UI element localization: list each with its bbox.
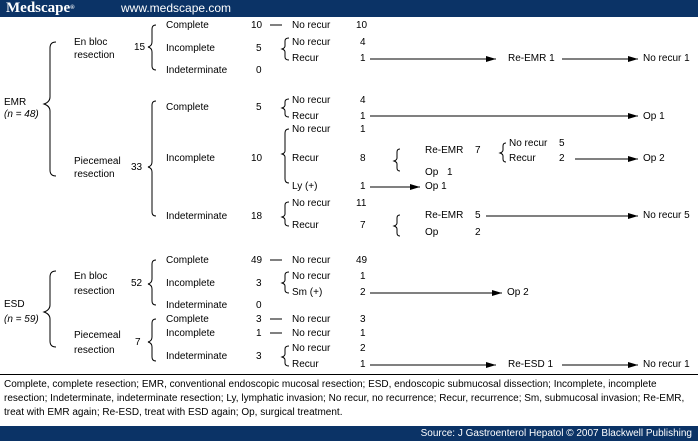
emr-enbloc-complete-count: 10 [251, 20, 263, 31]
esd-enbloc-count: 52 [131, 278, 143, 289]
caption-divider [0, 374, 698, 375]
esd-enbloc-sm-label: Sm (+) [292, 287, 323, 298]
emr-piece-indet-recur-label: Recur [292, 220, 319, 231]
op-1b-label: Op [425, 167, 439, 178]
esd-piecemeal-count: 7 [135, 337, 141, 348]
esd-enbloc-complete-norecur-label: No recur [292, 255, 331, 266]
emr-piecemeal-resection-label: resection [74, 169, 115, 180]
esd-enbloc-complete-count: 49 [251, 255, 263, 266]
emr-piece-indet-norecur-label: No recur [292, 198, 331, 209]
emr-enbloc-indeterminate-count: 0 [256, 65, 262, 76]
esd-enbloc-incomplete-label: Incomplete [166, 278, 215, 289]
source-citation: Source: J Gastroenterol Hepatol © 2007 Blackwell Publishing [420, 428, 692, 439]
emr-piece-incomplete-count: 10 [251, 153, 263, 164]
esd-n-label: (n = 59) [4, 314, 39, 325]
emr-n-label: (n = 48) [4, 109, 39, 120]
esd-piece-indet-norecur-label: No recur [292, 343, 331, 354]
op-1c-label: Op 1 [425, 181, 447, 192]
emr-enbloc-incomplete-count: 5 [256, 43, 262, 54]
re-emr-7-count: 7 [475, 145, 481, 156]
emr-piece-indeterminate-label: Indeterminate [166, 211, 228, 222]
emr-piece-indet-recur-count: 7 [360, 220, 366, 231]
op-2-label: Op 2 [643, 153, 665, 164]
emr-label: EMR [4, 97, 27, 108]
esd-enbloc-complete-label: Complete [166, 255, 209, 266]
site-url-link[interactable]: www.medscape.com [121, 1, 232, 15]
esd-piece-complete-norecur-count: 3 [360, 314, 366, 325]
esd-piece-indeterminate-label: Indeterminate [166, 351, 228, 362]
emr-enbloc-incomplete-recur-count: 1 [360, 53, 366, 64]
emr-enbloc-indeterminate-label: Indeterminate [166, 65, 228, 76]
re-emr-5-label: Re-EMR [425, 210, 464, 221]
re-emr-7-label: Re-EMR [425, 145, 464, 156]
reemr7-norecur-count: 5 [559, 138, 565, 149]
ly-count: 1 [360, 181, 366, 192]
emr-piece-indet-norecur-count: 11 [356, 198, 367, 209]
esd-piece-incomplete-count: 1 [256, 328, 262, 339]
esd-piece-complete-norecur-label: No recur [292, 314, 331, 325]
op-2b-count: 2 [475, 227, 481, 238]
emr-piecemeal-count: 33 [131, 162, 143, 173]
esd-piecemeal-label: Piecemeal [74, 330, 121, 341]
emr-piece-complete-label: Complete [166, 102, 209, 113]
op-1b-count: 1 [447, 167, 453, 178]
emr-piece-complete-norecur-label: No recur [292, 95, 331, 106]
esd-piece-indeterminate-count: 3 [256, 351, 262, 362]
flow-diagram [0, 17, 698, 374]
re-emr-1-label: Re-EMR 1 [508, 53, 555, 64]
no-recur-5-label: No recur 5 [643, 210, 690, 221]
re-emr-5-count: 5 [475, 210, 481, 221]
emr-enbloc-count: 15 [134, 42, 146, 53]
esd-piece-incomplete-label: Incomplete [166, 328, 215, 339]
emr-enbloc-complete-norecur-label: No recur [292, 20, 331, 31]
reemr7-norecur-label: No recur [509, 138, 548, 149]
diagram-connectors [0, 17, 698, 374]
re-esd-1-label: Re-ESD 1 [508, 359, 554, 370]
op-2b-label: Op [425, 227, 439, 238]
reemr7-recur-label: Recur [509, 153, 536, 164]
emr-piece-complete-recur-count: 1 [360, 111, 366, 122]
esd-enbloc-complete-norecur-count: 49 [356, 255, 368, 266]
emr-piece-complete-count: 5 [256, 102, 262, 113]
esd-enbloc-incomplete-norecur-label: No recur [292, 271, 331, 282]
emr-piece-complete-recur-label: Recur [292, 111, 319, 122]
medscape-logo[interactable]: Medscape® [6, 0, 75, 16]
esd-piece-incomplete-norecur-count: 1 [360, 328, 366, 339]
figure-caption: Complete, complete resection; EMR, conventional endoscopic mucosal resection; ESD, endoscopic submucosal dissection; Incomplete, incomplete resection; Indeterminate, indeterminate resection; Ly, lymphatic invasion; No recur, no recurrence; Recur, recurrence; Sm, submucosal invasion; Re-EMR, treat with EMR again; Re-ESD, treat with ESD again; Op, surgical treatment. [4, 379, 685, 418]
esd-enbloc-incomplete-norecur-count: 1 [360, 271, 366, 282]
esd-enbloc-label: En bloc [74, 271, 108, 282]
esd-label: ESD [4, 299, 25, 310]
emr-enbloc-incomplete-recur-label: Recur [292, 53, 319, 64]
no-recur-1-label: No recur 1 [643, 53, 690, 64]
emr-enbloc-incomplete-label: Incomplete [166, 43, 215, 54]
esd-enbloc-incomplete-count: 3 [256, 278, 262, 289]
emr-piece-complete-norecur-count: 4 [360, 95, 366, 106]
esd-piece-indet-norecur-count: 2 [360, 343, 366, 354]
esd-piece-incomplete-norecur-label: No recur [292, 328, 331, 339]
no-recur-1b-label: No recur 1 [643, 359, 690, 370]
ly-label: Ly (+) [292, 181, 318, 192]
emr-enbloc-label: En bloc [74, 37, 108, 48]
op-2c-label: Op 2 [507, 287, 529, 298]
emr-piece-indeterminate-count: 18 [251, 211, 263, 222]
reemr7-recur-count: 2 [559, 153, 565, 164]
emr-enbloc-incomplete-norecur-label: No recur [292, 37, 331, 48]
emr-enbloc-resection-label: resection [74, 50, 115, 61]
emr-piece-incomplete-recur-label: Recur [292, 153, 319, 164]
esd-piece-indet-recur-count: 1 [360, 359, 366, 370]
esd-piece-complete-count: 3 [256, 314, 262, 325]
source-bar [0, 426, 698, 441]
emr-enbloc-incomplete-norecur-count: 4 [360, 37, 366, 48]
esd-enbloc-resection-label: resection [74, 286, 115, 297]
esd-piecemeal-resection-label: resection [74, 345, 115, 356]
emr-piece-incomplete-norecur-count: 1 [360, 124, 366, 135]
esd-enbloc-sm-count: 2 [360, 287, 366, 298]
header-bar [0, 0, 698, 17]
esd-enbloc-indeterminate-label: Indeterminate [166, 300, 228, 311]
op-1-label: Op 1 [643, 111, 665, 122]
emr-piece-incomplete-recur-count: 8 [360, 153, 366, 164]
emr-enbloc-complete-label: Complete [166, 20, 209, 31]
emr-piece-incomplete-norecur-label: No recur [292, 124, 331, 135]
emr-piece-incomplete-label: Incomplete [166, 153, 215, 164]
emr-enbloc-complete-norecur-count: 10 [356, 20, 368, 31]
emr-piecemeal-label: Piecemeal [74, 156, 121, 167]
esd-enbloc-indeterminate-count: 0 [256, 300, 262, 311]
esd-piece-complete-label: Complete [166, 314, 209, 325]
esd-piece-indet-recur-label: Recur [292, 359, 319, 370]
